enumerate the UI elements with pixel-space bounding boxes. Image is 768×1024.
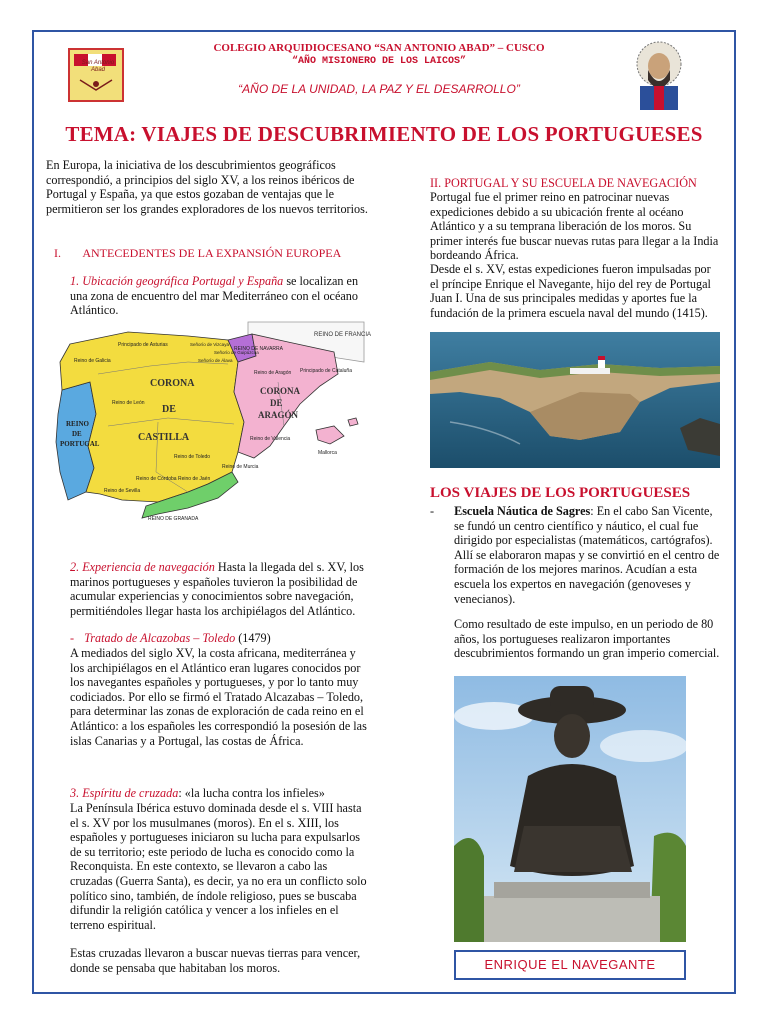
subsection-2-title: 2. Experiencia de navegación — [70, 560, 215, 574]
map-label-galicia: Reino de Galicia — [74, 358, 111, 364]
section-2-heading: II. PORTUGAL Y SU ESCUELA DE NAVEGACIÓN — [430, 176, 697, 190]
statue-caption: ENRIQUE EL NAVEGANTE — [454, 950, 686, 980]
results-paragraph: Como resultado de este impulso, en un periodo de 80 años, los portugueses realizaron importantes descubrimientos formando un gran imperio comercial. — [454, 617, 720, 661]
treaty-year: (1479) — [235, 631, 271, 645]
map-label-aragon-3: ARAGÓN — [258, 410, 298, 420]
school-name: COLEGIO ARQUIDIOCESANO “SAN ANTONIO ABAD” – CUSCO — [213, 42, 545, 54]
treaty-heading — [70, 631, 368, 646]
map-label-portugal-3: PORTUGAL — [60, 440, 100, 448]
map-label-toledo: Reino de Toledo — [174, 454, 211, 460]
section-1-number: I. — [54, 246, 61, 260]
logo-text: San Antonio Abad — [81, 60, 115, 73]
map-label-portugal-1: REINO — [66, 420, 89, 428]
crest-icon — [70, 50, 122, 100]
map-label-aragon-1: CORONA — [260, 386, 300, 396]
treaty-title: Tratado de Alcazobas – Toledo — [84, 631, 236, 645]
iberia-map-image — [38, 322, 372, 534]
map-label-asturias: Principado de Asturias — [118, 342, 168, 348]
sagres-school-title: Escuela Náutica de Sagres — [454, 504, 591, 518]
section-2-paragraph-2: Desde el s. XV, estas expediciones fueron impulsadas por el príncipe Enrique el Navegante, hijo del rey de Portugal Juan I. Una de sus principales medidas y aportes fue la fundación de la primera escuela naval del mundo (1415). — [430, 262, 711, 320]
map-label-castilla-2: DE — [162, 404, 176, 415]
sagres-school-text: : En el cabo San Vicente, se fundó un centro científico y náutico, el cual fue dirigido por especialistas (matemáticos, cartógrafos). Allí se elaboraron mapas y se convirtió en el centro de formación de los mejores marinos. Acudían a esta escuela los expertos en navegación (genoveses y venecianos). — [454, 504, 720, 606]
map-label-castilla-3: CASTILLA — [138, 432, 190, 443]
subsection-3-paragraph: La Península Ibérica estuvo dominada desde el s. VIII hasta el s. XV por los musulmanes (moros). En el s. XIII, los españoles y portugueses iniciaron su lucha para expulsarlos de su territorio; este periodo de lucha es conocido como la Reconquista. En este contexto, se llevaron a cabo las cruzadas (Guerra Santa), es decir, ya no era un conflicto solo político sino, también, de índole religioso, pues se buscaba difundir la religión católica y vencer a los infieles en el terreno espiritual. — [70, 801, 367, 932]
subsection-3-title: 3. Espíritu de cruzada — [70, 786, 179, 800]
map-label-cordoba: Reino de Córdoba — [136, 476, 177, 482]
school-logo — [68, 48, 124, 102]
school-motto: “AÑO MISIONERO DE LOS LAICOS” — [291, 56, 467, 67]
map-label-leon: Reino de León — [112, 400, 145, 406]
map-label-aragon: Reino de Aragón — [254, 370, 292, 376]
treaty-dash: - — [70, 631, 75, 645]
map-label-portugal-2: DE — [72, 430, 82, 438]
year-motto: “AÑO DE LA UNIDAD, LA PAZ Y EL DESARROLLO” — [238, 82, 520, 96]
subsection-3-closing: Estas cruzadas llevaron a buscar nuevas tierras para vencer, donde se pensaba que habitaban los moros. — [70, 946, 361, 975]
sagres-cape-photo — [430, 332, 720, 468]
map-label-navarra: REINO DE NAVARRA — [234, 346, 283, 352]
map-label-murcia: Reino de Murcia — [222, 464, 259, 470]
treaty-paragraph: A mediados del siglo XV, la costa africana, mediterránea y los archipiélagos en el Atlántico eran lugares conocidos por los navegantes españoles y portugueses, y por lo tanto muy codiciados. Por ello se firmó el Tratado Alcazabas – Toledo, para determinar las zonas de exploración de cada reino en el Atlántico: a los españoles les correspondió la posesión de las islas Canarias y a Portugal, las costas de África. — [70, 646, 367, 748]
subsection-3-lead: : «la lucha contra los infieles» — [178, 786, 325, 800]
map-label-cataluna: Principado de Cataluña — [300, 368, 352, 374]
subsection-1 — [70, 274, 370, 318]
voyages-heading: LOS VIAJES DE LOS PORTUGUESES — [430, 485, 691, 501]
enrique-statue-photo — [454, 676, 686, 942]
page-title: TEMA: VIAJES DE DESCUBRIMIENTO DE LOS PORTUGUESES — [65, 122, 703, 146]
map-label-granada: REINO DE GRANADA — [148, 516, 199, 522]
section-2-paragraph-1: Portugal fue el primer reino en patrocinar nuevas expediciones debido a su ubicación frente al océano Atlántico y a su temprana liberación de los moros. Su primer interés fue buscar nuevas rutas para llegar a la India bordeando África. — [430, 190, 719, 263]
map-label-jaen: Reino de Jaén — [178, 476, 211, 482]
sagres-school-item — [430, 504, 720, 606]
header — [34, 36, 734, 118]
map-label-valencia: Reino de Valencia — [250, 436, 291, 442]
intro-paragraph: En Europa, la iniciativa de los descubrimientos geográficos correspondió, a principios del siglo XV, a los reinos ibéricos de Portugal y España, ya que estos gozaban de ventajas que le permitieron ser los grandes exploradores de los nuevos territorios. — [46, 158, 368, 216]
subsection-1-text: se localizan en una zona de encuentro del mar Mediterráneo con el océano Atlántico. — [70, 274, 359, 318]
subsection-2-text: Hasta la llegada del s. XV, los marinos portugueses y españoles tuvieron la posibilidad de acumular experiencias y conocimientos sobre navegación, permitiéndoles llegar hasta los archipiélagos del Atlántico. — [70, 560, 364, 618]
map-label-vizcaya: Señorío de Vizcaya — [190, 342, 229, 347]
sagres-dash: - — [430, 504, 435, 518]
map-label-sevilla: Reino de Sevilla — [104, 488, 141, 494]
map-label-alava: Señorío de Álava — [198, 358, 233, 363]
subsection-1-title: 1. Ubicación geográfica Portugal y España — [70, 274, 284, 288]
map-label-mallorca: Mallorca — [318, 450, 337, 456]
section-1-heading — [54, 246, 374, 261]
map-label-francia: REINO DE FRANCIA — [314, 332, 372, 338]
subsection-2 — [70, 560, 368, 618]
map-label-castilla-1: CORONA — [150, 378, 195, 389]
saint-portrait-image — [630, 40, 688, 110]
map-label-guipuzcoa: Señorío de Guipúzcoa — [214, 350, 259, 355]
subsection-3-heading — [70, 786, 368, 801]
map-label-aragon-2: DE — [270, 398, 283, 408]
section-1-title: ANTECEDENTES DE LA EXPANSIÓN EUROPEA — [82, 246, 342, 260]
